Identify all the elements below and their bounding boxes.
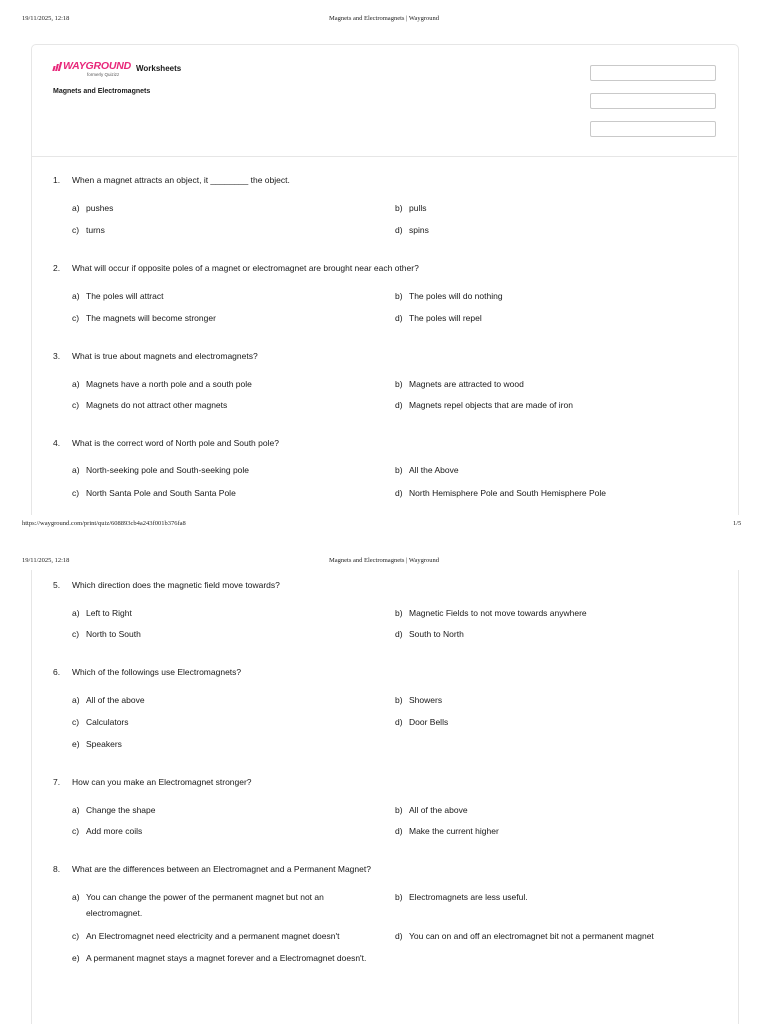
- option-letter: d): [395, 225, 403, 235]
- question-number: 4.: [53, 438, 61, 448]
- option-letter: b): [395, 203, 403, 213]
- question-number: 6.: [53, 667, 61, 677]
- option-letter: b): [395, 379, 403, 389]
- option-text: pulls: [409, 203, 427, 213]
- option-letter: c): [72, 400, 80, 410]
- option-letter: d): [395, 400, 403, 410]
- print-datetime: 19/11/2025, 12:18: [22, 15, 70, 22]
- question-text: Which direction does the magnetic field move towards?: [72, 580, 280, 590]
- question-number: 3.: [53, 351, 61, 361]
- option-text: North Santa Pole and South Santa Pole: [86, 488, 236, 498]
- option-text: turns: [86, 225, 105, 235]
- question-text: When a magnet attracts an object, it ________ the object.: [72, 175, 290, 185]
- option-letter: c): [72, 826, 80, 836]
- option-letter: b): [395, 608, 403, 618]
- logo-subtext: formerly Quizizz: [87, 72, 120, 77]
- question-number: 8.: [53, 864, 61, 874]
- option-letter: c): [72, 629, 80, 639]
- question-text: How can you make an Electromagnet stronger?: [72, 777, 252, 787]
- print-url: https://wayground.com/print/quiz/608893cb4a243f001b376fa8: [22, 520, 186, 527]
- option-letter: b): [395, 892, 403, 902]
- option-text: Magnets repel objects that are made of iron: [409, 400, 573, 410]
- option-text: Add more coils: [86, 826, 143, 836]
- option-letter: b): [395, 465, 403, 475]
- print-page-number: 1/5: [733, 520, 742, 527]
- option-text: All of the above: [86, 695, 145, 705]
- option-text: Left to Right: [86, 608, 132, 618]
- option-letter: a): [72, 465, 80, 475]
- option-letter: a): [72, 608, 80, 618]
- option-letter: c): [72, 717, 80, 727]
- option-text: Magnets are attracted to wood: [409, 379, 524, 389]
- logo-text: WAYGROUND: [63, 60, 132, 72]
- option-text: Electromagnets are less useful.: [409, 892, 528, 902]
- option-letter: c): [72, 488, 80, 498]
- option-text: Make the current higher: [409, 826, 499, 836]
- option-text: North to South: [86, 629, 141, 639]
- option-letter: a): [72, 291, 80, 301]
- option-letter: d): [395, 629, 403, 639]
- option-text: Speakers: [86, 739, 122, 749]
- question-text: Which of the followings use Electromagnets?: [72, 667, 242, 677]
- option-text: pushes: [86, 203, 114, 213]
- name-field[interactable]: [590, 65, 716, 81]
- option-letter: b): [395, 291, 403, 301]
- option-text: spins: [409, 225, 429, 235]
- date-field[interactable]: [590, 121, 716, 137]
- question-number: 7.: [53, 777, 61, 787]
- option-text: Magnets do not attract other magnets: [86, 400, 228, 410]
- question-text: What is the correct word of North pole and South pole?: [72, 438, 279, 448]
- question-number: 2.: [53, 263, 61, 273]
- question-text: What will occur if opposite poles of a magnet or electromagnet are brought near each other?: [72, 263, 419, 273]
- option-text: A permanent magnet stays a magnet forever and a Electromagnet doesn't.: [86, 953, 367, 963]
- print-title: Magnets and Electromagnets | Wayground: [328, 15, 440, 22]
- option-text: All of the above: [409, 805, 468, 815]
- option-text: Magnets have a north pole and a south pole: [86, 379, 252, 389]
- question-number: 1.: [53, 175, 61, 185]
- option-letter: c): [72, 931, 80, 941]
- option-text: North Hemisphere Pole and South Hemisphere Pole: [409, 488, 607, 498]
- option-letter: d): [395, 931, 403, 941]
- option-text: The poles will do nothing: [409, 291, 503, 301]
- question-number: 5.: [53, 580, 61, 590]
- class-field[interactable]: [590, 93, 716, 109]
- option-letter: c): [72, 225, 80, 235]
- wayground-logo: [53, 60, 132, 77]
- option-text: You can change the power of the permanent magnet but not an electromagnet.: [86, 892, 324, 918]
- option-text: South to North: [409, 629, 464, 639]
- header-divider: [31, 156, 737, 157]
- question-text: What is true about magnets and electromagnets?: [72, 351, 258, 361]
- option-text: Change the shape: [86, 805, 156, 815]
- option-text: The poles will attract: [86, 291, 164, 301]
- logo-bars-icon: [53, 62, 61, 71]
- option-text: Showers: [409, 695, 443, 705]
- option-text: All the Above: [409, 465, 459, 475]
- option-letter: d): [395, 717, 403, 727]
- question-text: What are the differences between an Electromagnet and a Permanent Magnet?: [72, 864, 371, 874]
- option-letter: a): [72, 892, 80, 902]
- option-text: You can on and off an electromagnet bit not a permanent magnet: [409, 931, 654, 941]
- option-letter: c): [72, 313, 80, 323]
- option-letter: a): [72, 695, 80, 705]
- option-text: Door Bells: [409, 717, 449, 727]
- option-text: An Electromagnet need electricity and a permanent magnet doesn't: [86, 931, 340, 941]
- option-letter: a): [72, 805, 80, 815]
- option-letter: b): [395, 695, 403, 705]
- option-letter: a): [72, 379, 80, 389]
- option-letter: e): [72, 739, 80, 749]
- option-text: Magnetic Fields to not move towards anywhere: [409, 608, 587, 618]
- option-text: Calculators: [86, 717, 129, 727]
- option-letter: d): [395, 826, 403, 836]
- option-letter: d): [395, 488, 403, 498]
- print-datetime-2: 19/11/2025, 12:18: [22, 557, 70, 564]
- section-label: Worksheets: [136, 64, 182, 73]
- option-letter: d): [395, 313, 403, 323]
- option-text: The magnets will become stronger: [86, 313, 216, 323]
- option-letter: a): [72, 203, 80, 213]
- option-letter: e): [72, 953, 80, 963]
- option-letter: b): [395, 805, 403, 815]
- option-text: North-seeking pole and South-seeking pole: [86, 465, 250, 475]
- worksheet-title: Magnets and Electromagnets: [53, 88, 151, 95]
- print-title-2: Magnets and Electromagnets | Wayground: [328, 557, 440, 564]
- option-text: The poles will repel: [409, 313, 482, 323]
